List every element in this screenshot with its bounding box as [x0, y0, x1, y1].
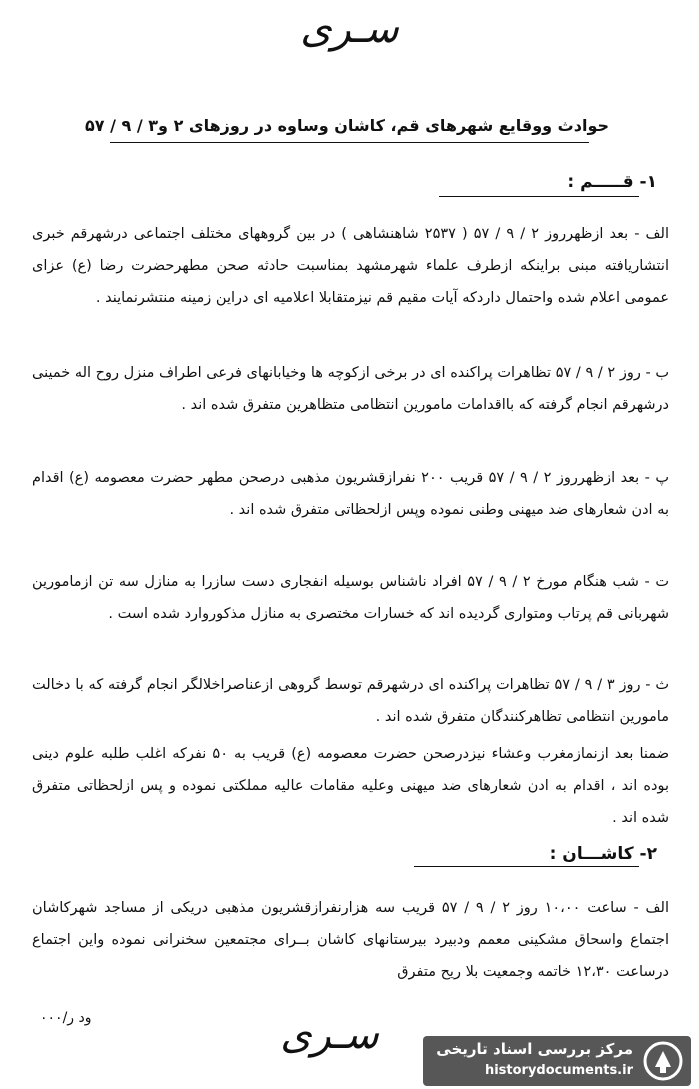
- section-underline-kashan: [414, 866, 639, 867]
- classification-bottom: سـری: [280, 1012, 379, 1058]
- paragraph-qom-se: ث - روز ۳ / ۹ / ۵۷ تظاهرات پراکنده ای درشهرقم توسط گروهی ازعناصراخلالگر انجام گرفته که با دخالت مامورین انتظامی تظاهرکنندگان متفرق شده اند .: [32, 677, 669, 725]
- section-heading-qom: ۱- قـــــم :: [567, 172, 657, 192]
- continuation-marker: ود ر/۰۰۰: [40, 1010, 92, 1026]
- paragraph-kashan-alef: الف - ساعت ۱۰،۰۰ روز ۲ / ۹ / ۵۷ قریب سه هزارنفرازقشریون مذهبی دریکی از مساجد شهرکاشان اجتماع واسحاق مشکینی معمم ودبیرد بیرستانهای کاشان بــرای مجتمعین سخنرانی نموده واین اجتماع درساعت ۱۲،۳۰ خاتمه وجمعیت بلا ریح متفرق: [32, 900, 669, 980]
- paragraph-qom-be: ب - روز ۲ / ۹ / ۵۷ تظاهرات پراکنده ای در برخی ازکوچه ها وخیابانهای فرعی اطراف منزل روح اله خمینی درشهرقم انجام گرفته که بااقدامات مامورین انتظامی متظاهرین متفرق شده اند .: [32, 365, 669, 413]
- watermark-url: historydocuments.ir: [484, 1063, 633, 1078]
- archive-watermark: [423, 1036, 691, 1086]
- section-heading-kashan: ۲- کاشـــان :: [549, 844, 657, 864]
- paragraph-qom-te: ت - شب هنگام مورخ ۲ / ۹ / ۵۷ افراد ناشناس بوسیله انفجاری دست سازرا به منازل سه تن ازمامورین شهربانی قم پرتاب ومتواری گردیده اند که خسارات مختصری به منازل مذکوروارد شده است .: [32, 574, 670, 622]
- classification-top: سـری: [300, 6, 399, 52]
- document-title: حوادث ووقایع شهرهای قم، کاشان وساوه در روزهای ۲ و۳ / ۹ / ۵۷: [85, 116, 609, 135]
- title-underline: [110, 142, 589, 143]
- paragraph-qom-addendum: ضمنا بعد ازنمازمغرب وعشاء نیزدرصحن حضرت معصومه (ع) قریب به ۵۰ نفرکه اغلب طلبه علوم دینی بوده اند ، اقدام به ادن شعارهای ضد میهنی وعلیه مقامات عالیه مملکتی نموده و پس ازلحظاتی متفرق شده اند .: [32, 746, 670, 826]
- paragraph-qom-pe: پ - بعد ازظهرروز ۲ / ۹ / ۵۷ قریب ۲۰۰ نفرازقشریون مذهبی درصحن مطهر حضرت معصومه (ع) اقدام به ادن شعارهای ضد میهنی وطنی نموده وپس ازلحظاتی متفرق شده اند .: [32, 470, 669, 518]
- paragraph-qom-alef: الف - بعد ازظهرروز ۲ / ۹ / ۵۷ ( ۲۵۳۷ شاهنشاهی ) در بین گروههای مختلف اجتماعی درشهرقم خبری انتشاریافته مبنی براینکه ازطرف علماء شهرمشهد بمناسبت حادثه صحن مطهرحضرت رضا (ع) عزای عمومی اعلام شده واحتمال داردکه آیات مقیم قم نیزمتقابلا اعلامیه ای دراین زمینه منتشرنمایند .: [32, 226, 669, 306]
- archive-logo-icon: [643, 1041, 683, 1081]
- section-underline-qom: [439, 196, 639, 197]
- watermark-org-name: مرکز بررسی اسناد تاریخی: [436, 1040, 633, 1058]
